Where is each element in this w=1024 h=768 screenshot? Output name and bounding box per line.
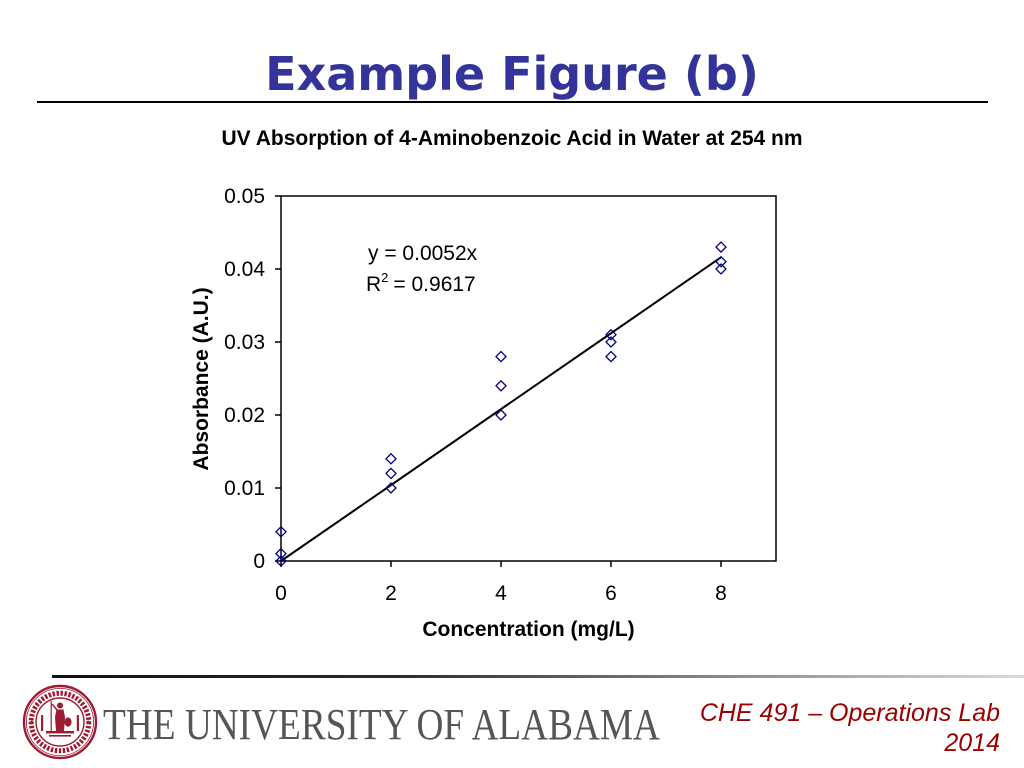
- y-tick-label: 0.04: [224, 258, 265, 281]
- y-tick-label: 0: [253, 550, 265, 573]
- y-axis-label: Absorbance (A.U.): [190, 287, 213, 471]
- plot-area: [281, 196, 776, 561]
- y-tick-label: 0.03: [224, 331, 265, 354]
- footer-divider: [52, 675, 1024, 678]
- scatter-chart: [0, 110, 1024, 660]
- x-axis: [275, 561, 727, 605]
- y-tick-label: 0.01: [224, 477, 265, 500]
- x-tick-label: 8: [715, 582, 727, 605]
- y-tick-label: 0.02: [224, 404, 265, 427]
- university-name: THE UNIVERSITY OF ALABAMA: [103, 700, 661, 749]
- course-info: [700, 698, 1000, 758]
- x-tick-label: 4: [495, 582, 507, 605]
- title-divider: [37, 101, 988, 103]
- course-title: CHE 491 – Operations Lab: [699, 699, 1000, 727]
- r-squared-symbol: R: [366, 273, 382, 296]
- slide-title: Example Figure (b): [265, 47, 759, 101]
- x-tick-label: 2: [385, 582, 397, 605]
- r-squared-value: = 0.9617: [393, 273, 476, 296]
- y-axis: [224, 185, 281, 573]
- chart-title: UV Absorption of 4-Aminobenzoic Acid in Water at 254 nm: [221, 127, 803, 150]
- seal-emblem: [30, 701, 89, 737]
- university-wordmark: [100, 690, 670, 750]
- x-tick-label: 6: [605, 582, 617, 605]
- x-axis-label: Concentration (mg/L): [422, 618, 635, 641]
- y-tick-label: 0.05: [224, 185, 265, 208]
- course-year: 2014: [944, 729, 1000, 757]
- trendline-equation: y = 0.0052x: [368, 242, 478, 265]
- r-squared-exponent: 2: [381, 270, 389, 285]
- x-tick-label: 0: [275, 582, 287, 605]
- university-seal-logo: [22, 684, 98, 760]
